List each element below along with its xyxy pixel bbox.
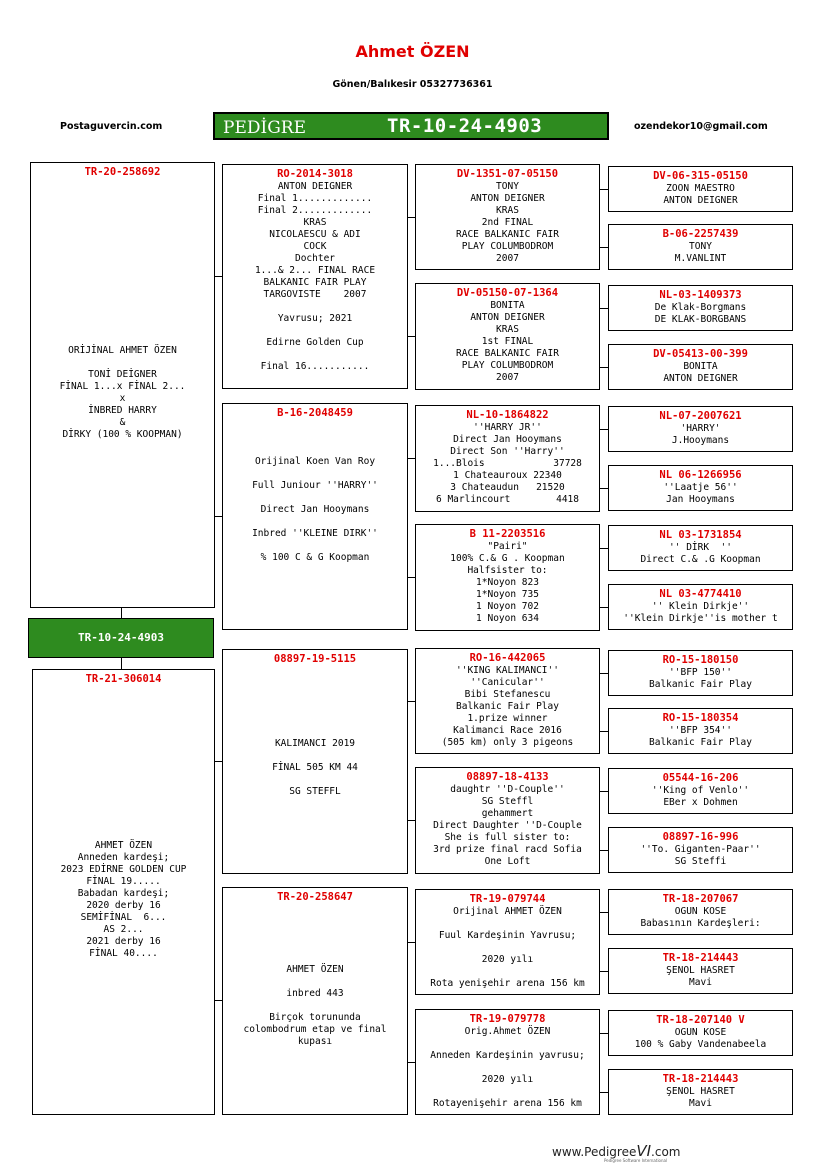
gen3-line: SG Steffl [481,796,534,807]
connector-line [599,247,608,248]
gen4-line: DE KLAK-BORGBANS [654,314,747,325]
gen2-line: AHMET ÖZEN [286,964,344,975]
connector-line [407,701,415,702]
gen4-box-10[interactable] [608,708,793,754]
gen4-ring: NL 06-1266956 [659,469,742,481]
gen3-line [416,1038,599,1050]
connector-line [407,458,415,459]
gen3-line: 3rd prize final racd Sofia [433,844,582,855]
gen3-line: Rotayenişehir arena 156 km [433,1098,582,1109]
sire-line: ORİJİNAL AHMET ÖZEN [68,345,177,356]
gen4-line: OGUN KOSE [674,906,727,917]
gen3-line: TONY [496,181,519,192]
gen3-line: daughtr ''D-Couple'' [450,784,565,795]
gen2-line: TARGOVISTE 2007 [263,289,367,300]
gen3-line: 2020 yılı [481,954,534,965]
gen2-line: KRAS [303,217,327,228]
gen2-box-3[interactable] [222,649,408,874]
owner-location: Gönen/Balıkesir 05327736361 [332,79,493,90]
gen3-line [416,1086,599,1098]
connector-line [599,488,608,489]
connector-line [599,189,608,190]
gen3-box-5[interactable] [415,648,600,754]
gen3-line: Orijinal AHMET ÖZEN [453,906,562,917]
gen2-line: kupası [297,1036,333,1047]
gen3-ring: TR-19-079778 [469,1013,546,1025]
gen4-box-3[interactable] [608,285,793,331]
gen4-ring: B-06-2257439 [662,228,739,240]
gen3-line: 2007 [496,372,519,383]
gen4-line: ANTON DEIGNER [663,373,738,384]
gen2-line [223,301,407,313]
footer-brand[interactable] [552,1142,681,1163]
gen2-line: 1...& 2... FINAL RACE [254,265,376,276]
gen4-box-11[interactable] [608,768,793,814]
gen2-line [223,916,407,928]
gen2-line [223,952,407,964]
gen3-line: 1st FINAL [481,336,534,347]
connector-line [407,217,415,218]
gen4-box-6[interactable] [608,465,793,511]
email-link[interactable]: ozendekor10@gmail.com [634,121,768,132]
gen2-box-1[interactable] [222,164,408,389]
gen2-line: Orijinal Koen Van Roy [254,456,376,467]
gen4-ring: NL-03-1409373 [659,289,742,301]
gen4-ring: NL 03-4774410 [659,588,742,600]
gen2-line [223,774,407,786]
gen2-line: Inbred ''KLEINE DIRK'' [252,528,378,539]
gen2-line: NICOLAESCU & ADI [269,229,361,240]
gen3-line: 3 Chateaudun 21520 [450,482,565,493]
gen4-ring: DV-05413-00-399 [653,348,748,360]
gen3-line: (505 km) only 3 pigeons [441,737,574,748]
gen4-ring: TR-18-207140 V [656,1014,745,1026]
gen4-line: Babasının Kardeşleri: [640,918,761,929]
dam-line: AHMET ÖZEN [94,840,153,851]
sire-line: TONİ DEİGNER [88,369,157,380]
gen3-line: 2020 yılı [481,1074,534,1085]
connector-line [407,1062,415,1063]
gen4-line: ''King of Venlo'' [651,785,750,796]
gen4-line: Jan Hooymans [666,494,735,505]
gen4-line: ''BFP 354'' [669,725,732,736]
gen3-line: Rota yenişehir arena 156 km [430,978,585,989]
gen2-line [223,468,407,480]
gen4-line: Mavi [689,977,712,988]
gen3-line [416,1062,599,1074]
gen3-line: ''KING KALIMANCI'' [456,665,559,676]
gen3-box-4[interactable] [415,524,600,631]
gen4-ring: NL 03-1731854 [659,529,742,541]
dam-ring: TR-21-306014 [85,673,162,685]
gen2-line: BALKANIC FAIR PLAY [263,277,367,288]
gen3-line [416,918,599,930]
gen3-line: ANTON DEIGNER [470,312,545,323]
gen3-ring: NL-10-1864822 [466,409,549,421]
gen2-line: COCK [303,241,327,252]
gen4-box-4[interactable] [608,344,793,390]
gen3-box-1[interactable] [415,164,600,270]
gen4-box-14[interactable] [608,948,793,994]
connector-line [407,336,415,337]
connector-line [407,577,415,578]
gen4-line: M.VANLINT [674,253,727,264]
footer-tagline: Pedigree Software International [604,1158,668,1163]
gen4-ring: NL-07-2007621 [659,410,742,422]
site-link[interactable]: Postaguvercin.com [60,121,163,132]
connector-line [599,367,608,368]
gen3-line: 1.prize winner [467,713,548,724]
subject-ring-box[interactable]: TR-10-24-4903 [28,618,214,658]
gen3-line: BONITA [490,300,525,311]
gen3-line: PLAY COLUMBODROM [461,241,554,252]
connector-line [599,1033,608,1034]
banner-ring: TR-10-24-4903 [387,115,543,137]
gen2-ring: 08897-19-5115 [273,653,357,665]
gen2-line: inbred 443 [286,988,344,999]
gen4-ring: TR-18-214443 [662,1073,739,1085]
gen3-line [416,966,599,978]
gen3-line: 1...Blois 37728 [433,458,582,469]
gen3-line: Halfsister to: [467,565,548,576]
gen3-line: 1*Noyon 823 [476,577,539,588]
gen2-line: Dochter [294,253,336,264]
connector-line [599,731,608,732]
gen2-line [223,516,407,528]
gen2-line [223,492,407,504]
gen3-line: "Pairi" [487,541,528,552]
connector-line [599,607,608,608]
gen3-line: 1 Noyon 634 [476,613,539,624]
gen4-line: Balkanic Fair Play [649,737,752,748]
dam-line: FİNAL 40.... [89,948,158,959]
gen3-line: 100% C.& G . Koopman [450,553,565,564]
gen2-line: Final 16........... [260,361,370,372]
connector-line [599,548,608,549]
gen4-line: Balkanic Fair Play [649,679,752,690]
gen4-box-5[interactable] [608,406,793,452]
sire-line [31,357,214,369]
gen2-line [223,444,407,456]
gen3-line: 1 Chateauroux 22340 [453,470,562,481]
gen4-line: BONITA [683,361,718,372]
gen2-line [223,928,407,940]
gen2-box-4[interactable] [222,887,408,1115]
gen3-ring: TR-19-079744 [469,893,546,905]
connector-line [121,607,122,619]
gen4-line: ANTON DEIGNER [663,195,738,206]
gen3-line: KRAS [496,324,519,335]
gen3-line: ''Canicular'' [470,677,545,688]
connector-line [407,820,415,821]
gen3-box-3[interactable] [415,405,600,512]
gen4-line: ŞENOL HASRET [666,965,735,976]
gen2-line [223,678,407,690]
gen2-ring: TR-20-258647 [277,891,353,903]
gen3-ring: B 11-2203516 [469,528,546,540]
gen2-line [223,904,407,916]
gen4-box-15[interactable] [608,1010,793,1056]
gen2-line: colombodrum etap ve final [243,1024,387,1035]
gen2-line: ANTON DEIGNER [277,181,353,192]
footer-brand-suffix: .com [651,1145,681,1159]
gen2-line [223,540,407,552]
gen4-line: 100 % Gaby Vandenabeela [634,1039,767,1050]
connector-line [599,791,608,792]
gen4-box-2[interactable] [608,224,793,270]
gen3-box-2[interactable] [415,283,600,390]
connector-line [407,942,415,943]
sire-box[interactable] [30,162,215,608]
gen4-line: J.Hooymans [671,435,730,446]
connector-line [214,761,222,762]
connector-line [599,673,608,674]
connector-line [599,1092,608,1093]
gen2-line [223,420,407,432]
sire-line: FİNAL 1...x FİNAL 2... [59,381,186,392]
gen4-line: ZOON MAESTRO [666,183,735,194]
gen3-line: RACE BALKANIC FAIR [456,229,559,240]
gen3-ring: RO-16-442065 [469,652,546,664]
gen2-line: Final 1............. [257,193,373,204]
gen2-ring: B-16-2048459 [277,407,353,419]
gen3-ring: 08897-18-4133 [466,771,549,783]
gen4-line: ''Klein Dirkje''is mother t [623,613,778,624]
gen3-line: Direct Jan Hooymans [453,434,562,445]
gen4-line: 'HARRY' [680,423,721,434]
gen2-line: KALIMANCI 2019 [274,738,356,749]
connector-line [599,850,608,851]
dam-line: 2021 derby 16 [86,936,161,947]
gen3-line: One Loft [484,856,531,867]
gen3-line: gehammert [481,808,534,819]
gen4-line: EBer x Dohmen [663,797,738,808]
gen2-line: % 100 C & G Koopman [260,552,370,563]
gen3-line: Direct Son ''Harry'' [450,446,565,457]
gen2-line [223,702,407,714]
connector-line [214,516,222,517]
gen3-ring: DV-05150-07-1364 [456,287,559,299]
gen3-line: Kalimanci Race 2016 [453,725,562,736]
gen4-line: ''To. Giganten-Paar'' [640,844,761,855]
dam-line: SEMİFİNAL 6... [80,912,167,923]
gen2-ring: RO-2014-3018 [277,168,353,180]
gen4-line: Direct C.& .G Koopman [640,554,761,565]
dam-line: 2023 EDİRNE GOLDEN CUP [60,864,187,875]
gen4-box-9[interactable] [608,650,793,696]
gen3-line: Direct Daughter ''D-Couple [433,820,582,831]
gen3-line: She is full sister to: [444,832,571,843]
dam-line: FİNAL 19..... [86,876,161,887]
gen2-line: Edirne Golden Cup [266,337,364,348]
gen2-line: FİNAL 505 KM 44 [272,762,358,773]
gen4-ring: DV-06-315-05150 [653,170,748,182]
connector-line [599,912,608,913]
gen2-line: Birçok torununda [269,1012,361,1023]
connector-line [599,971,608,972]
gen2-line [223,750,407,762]
gen4-line: TONY [689,241,712,252]
gen4-line: ŞENOL HASRET [666,1086,735,1097]
gen2-line [223,325,407,337]
sire-ring: TR-20-258692 [84,166,161,178]
gen3-line: Fuul Kardeşinin Yavrusu; [438,930,577,941]
gen4-box-16[interactable] [608,1069,793,1115]
gen4-line: ''BFP 150'' [669,667,732,678]
owner-name: Ahmet ÖZEN [355,42,470,61]
gen4-box-8[interactable] [608,584,793,630]
gen3-line: ANTON DEIGNER [470,193,545,204]
gen3-box-6[interactable] [415,767,600,874]
dam-box[interactable] [32,669,215,1115]
gen2-line [223,976,407,988]
gen2-line: Yavrusu; 2021 [277,313,353,324]
dam-line: AS 2... [103,924,144,935]
gen3-line: Anneden Kardeşinin yavrusu; [430,1050,585,1061]
gen2-line [223,349,407,361]
gen4-line: '' Klein Dirkje'' [651,601,750,612]
connector-line [121,657,122,670]
gen3-ring: DV-1351-07-05150 [456,168,559,180]
connector-line [214,276,222,277]
gen4-box-7[interactable] [608,525,793,571]
gen4-ring: TR-18-207067 [662,893,739,905]
sire-line: İNBRED HARRY [88,405,157,416]
connector-line [599,308,608,309]
pedigree-banner [213,112,609,140]
banner-label: PEDİGRE [223,118,306,138]
gen4-box-1[interactable] [608,166,793,212]
gen4-box-12[interactable] [608,827,793,873]
footer-brand-mark: VI [636,1142,652,1160]
gen4-ring: 05544-16-206 [662,772,739,784]
gen4-line: De Klak-Borgmans [654,302,747,313]
gen3-line: 6 Marlincourt 4418 [436,494,579,505]
gen3-line: Bibi Stefanescu [464,689,551,700]
gen2-box-2[interactable] [222,403,408,630]
sire-line: x [119,393,126,404]
footer-brand-prefix: www.Pedigree [552,1145,637,1159]
dam-line: Babadan kardeşi; [77,888,170,899]
gen4-box-13[interactable] [608,889,793,935]
gen3-line [416,942,599,954]
gen4-line: Mavi [689,1098,712,1109]
gen3-line: ''HARRY JR'' [473,422,542,433]
gen3-line: RACE BALKANIC FAIR [456,348,559,359]
gen4-line: '' DİRK '' [669,542,732,553]
gen2-line: SG STEFFL [289,786,341,797]
gen4-line: SG Steffi [674,856,727,867]
gen2-line: Final 2............. [257,205,373,216]
gen4-ring: TR-18-214443 [662,952,739,964]
sire-line: & [119,417,126,428]
gen3-line: 1*Noyon 735 [476,589,539,600]
connector-line [214,1000,222,1001]
gen4-line: OGUN KOSE [674,1027,727,1038]
gen3-box-8[interactable] [415,1009,600,1115]
gen3-box-7[interactable] [415,889,600,995]
gen3-line: 2nd FINAL [481,217,534,228]
dam-line: Anneden kardeşi; [77,852,170,863]
gen2-line [223,690,407,702]
gen4-line: ''Laatje 56'' [663,482,738,493]
connector-line [599,429,608,430]
gen2-line [223,714,407,726]
gen3-line: 1 Noyon 702 [476,601,539,612]
gen3-line: PLAY COLUMBODROM [461,360,554,371]
gen3-line: Orig.Ahmet ÖZEN [464,1026,551,1037]
gen4-ring: RO-15-180354 [662,712,739,724]
gen4-ring: RO-15-180150 [662,654,739,666]
gen3-line: 2007 [496,253,519,264]
gen3-line: Balkanic Fair Play [456,701,559,712]
gen2-line [223,940,407,952]
sire-line: DİRKY (100 % KOOPMAN) [62,429,183,440]
gen2-line [223,432,407,444]
gen2-line [223,666,407,678]
gen2-line [223,726,407,738]
dam-line: 2020 derby 16 [86,900,161,911]
gen4-ring: 08897-16-996 [662,831,739,843]
gen3-line: KRAS [496,205,519,216]
gen2-line [223,1000,407,1012]
gen2-line: Full Juniour ''HARRY'' [252,480,378,491]
gen2-line: Direct Jan Hooymans [260,504,370,515]
